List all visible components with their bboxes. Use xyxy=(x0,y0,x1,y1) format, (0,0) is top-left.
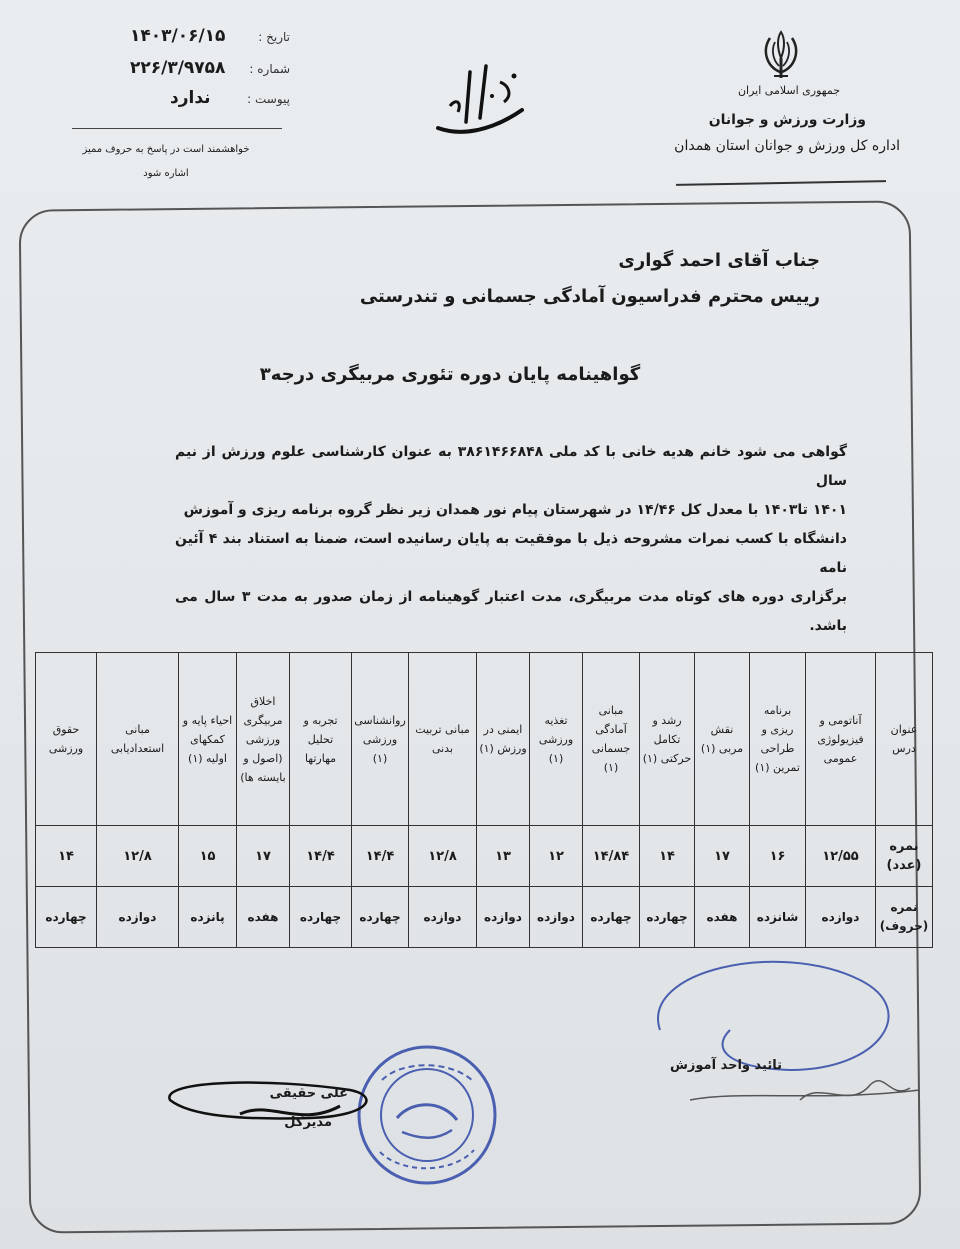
attachment-label: پیوست : xyxy=(247,92,290,106)
number-value: ۲۲۶/۳/۹۷۵۸ xyxy=(130,58,226,78)
addressee-title: رییس محترم فدراسیون آمادگی جسمانی و تندرستی xyxy=(359,286,820,307)
row-label-course: عنوان درس xyxy=(876,653,933,826)
score-number: ۱۲/۸ xyxy=(97,826,179,887)
score-word: هفده xyxy=(695,887,750,948)
meta-rule xyxy=(72,128,282,129)
score-number: ۱۶ xyxy=(750,826,806,887)
course-header: مبانی آمادگی جسمانی (۱) xyxy=(583,653,640,826)
score-number: ۱۷ xyxy=(237,826,290,887)
course-header: تغذیه ورزشی (۱) xyxy=(530,653,583,826)
score-number: ۱۲ xyxy=(530,826,583,887)
score-word: دوازده xyxy=(477,887,530,948)
score-word: پانزده xyxy=(179,887,237,948)
republic-text: جمهوری اسلامی ایران xyxy=(737,84,840,97)
reply-note-line2: اشاره شود xyxy=(143,168,189,179)
score-word: هفده xyxy=(237,887,290,948)
course-header: ایمنی در ورزش (۱) xyxy=(477,653,530,826)
reply-note-line1: خواهشمند است در پاسخ به حروف ممیز xyxy=(82,144,250,155)
iran-emblem-icon xyxy=(756,28,806,80)
score-word: چهارده xyxy=(583,887,640,948)
course-header: حقوق ورزشی xyxy=(36,653,97,826)
office-name: اداره کل ورزش و جوانان استان همدان xyxy=(674,138,900,154)
score-number: ۱۵ xyxy=(179,826,237,887)
grades-table xyxy=(35,652,933,948)
score-number-row xyxy=(36,826,933,887)
score-number: ۱۲/۵۵ xyxy=(806,826,876,887)
score-word: دوازده xyxy=(530,887,583,948)
header-rule xyxy=(676,180,886,186)
calligraphy-heading-icon xyxy=(430,62,530,140)
reply-note xyxy=(60,138,272,186)
body-line: دانشگاه با کسب نمرات مشروحه ذیل با موفقیت به پایان رسانیده است، ضمنا به استناد بند ۴ آئین نامه xyxy=(175,531,847,576)
director-name: علی حقیقی xyxy=(269,1086,348,1101)
date-field xyxy=(130,26,290,50)
score-word: چهارده xyxy=(290,887,352,948)
score-word: چهارده xyxy=(352,887,409,948)
score-word-row xyxy=(36,887,933,948)
course-header: مبانی استعدادیابی xyxy=(97,653,179,826)
body-line: برگزاری دوره های کوتاه مدت مربیگری، مدت اعتبار گوهینامه از زمان صدور به مدت ۳ سال می باشد. xyxy=(175,589,847,634)
course-header-row xyxy=(36,653,933,826)
ministry-name: وزارت ورزش و جوانان xyxy=(708,112,866,128)
score-number: ۱۴ xyxy=(36,826,97,887)
row-label-number: نمره (عدد) xyxy=(876,826,933,887)
score-number: ۱۷ xyxy=(695,826,750,887)
attachment-value: ندارد xyxy=(170,88,211,108)
date-value: ۱۴۰۳/۰۶/۱۵ xyxy=(130,26,226,46)
education-unit-approval: تائید واحد آموزش xyxy=(669,1058,782,1073)
body-line: ۱۴۰۱ تا۱۴۰۳ با معدل کل ۱۴/۴۶ در شهرستان پیام نور همدان زیر نظر گروه برنامه ریزی و آموزش xyxy=(183,502,847,518)
course-header: مبانی تربیت بدنی xyxy=(409,653,477,826)
number-label: شماره : xyxy=(249,62,290,76)
score-number: ۱۴/۸۴ xyxy=(583,826,640,887)
score-word: چهارده xyxy=(36,887,97,948)
score-word: دوازده xyxy=(806,887,876,948)
attachment-field xyxy=(130,88,290,112)
certificate-title: گواهینامه پایان دوره تئوری مربیگری درجه۳ xyxy=(259,364,641,385)
education-signature-icon xyxy=(620,950,950,1120)
course-header: نقش مربی (۱) xyxy=(695,653,750,826)
score-number: ۱۲/۸ xyxy=(409,826,477,887)
number-field xyxy=(130,58,290,82)
body-line: گواهی می شود خانم هدیه خانی با کد ملی ۳۸۶۱۴۶۶۸۴۸ به عنوان کارشناسی علوم ورزش از نیم سال xyxy=(175,444,847,489)
course-header: تجربه و تحلیل مهارتها xyxy=(290,653,352,826)
certificate-body xyxy=(175,438,847,641)
score-word: دوازده xyxy=(409,887,477,948)
row-label-word: نمره (حروف) xyxy=(876,887,933,948)
addressee: جناب آقای احمد گواری xyxy=(618,250,820,271)
course-header: رشد و تکامل حرکتی (۱) xyxy=(640,653,695,826)
score-number: ۱۴/۴ xyxy=(290,826,352,887)
score-word: دوازده xyxy=(97,887,179,948)
director-title: مدیرکل xyxy=(284,1115,332,1130)
course-header: روانشناسی ورزشی (۱) xyxy=(352,653,409,826)
score-number: ۱۴/۴ xyxy=(352,826,409,887)
course-header: اخلاق مربیگری ورزشی (اصول و بایسته ها) xyxy=(237,653,290,826)
score-number: ۱۴ xyxy=(640,826,695,887)
score-number: ۱۳ xyxy=(477,826,530,887)
course-header: احیاء پایه و کمکهای اولیه (۱) xyxy=(179,653,237,826)
course-header: برنامه ریزی و طراحی تمرین (۱) xyxy=(750,653,806,826)
score-word: شانزده xyxy=(750,887,806,948)
score-word: چهارده xyxy=(640,887,695,948)
date-label: تاریخ : xyxy=(258,30,290,44)
course-header: آناتومی و فیزیولوژی عمومی xyxy=(806,653,876,826)
director-signature-icon xyxy=(150,1070,390,1140)
